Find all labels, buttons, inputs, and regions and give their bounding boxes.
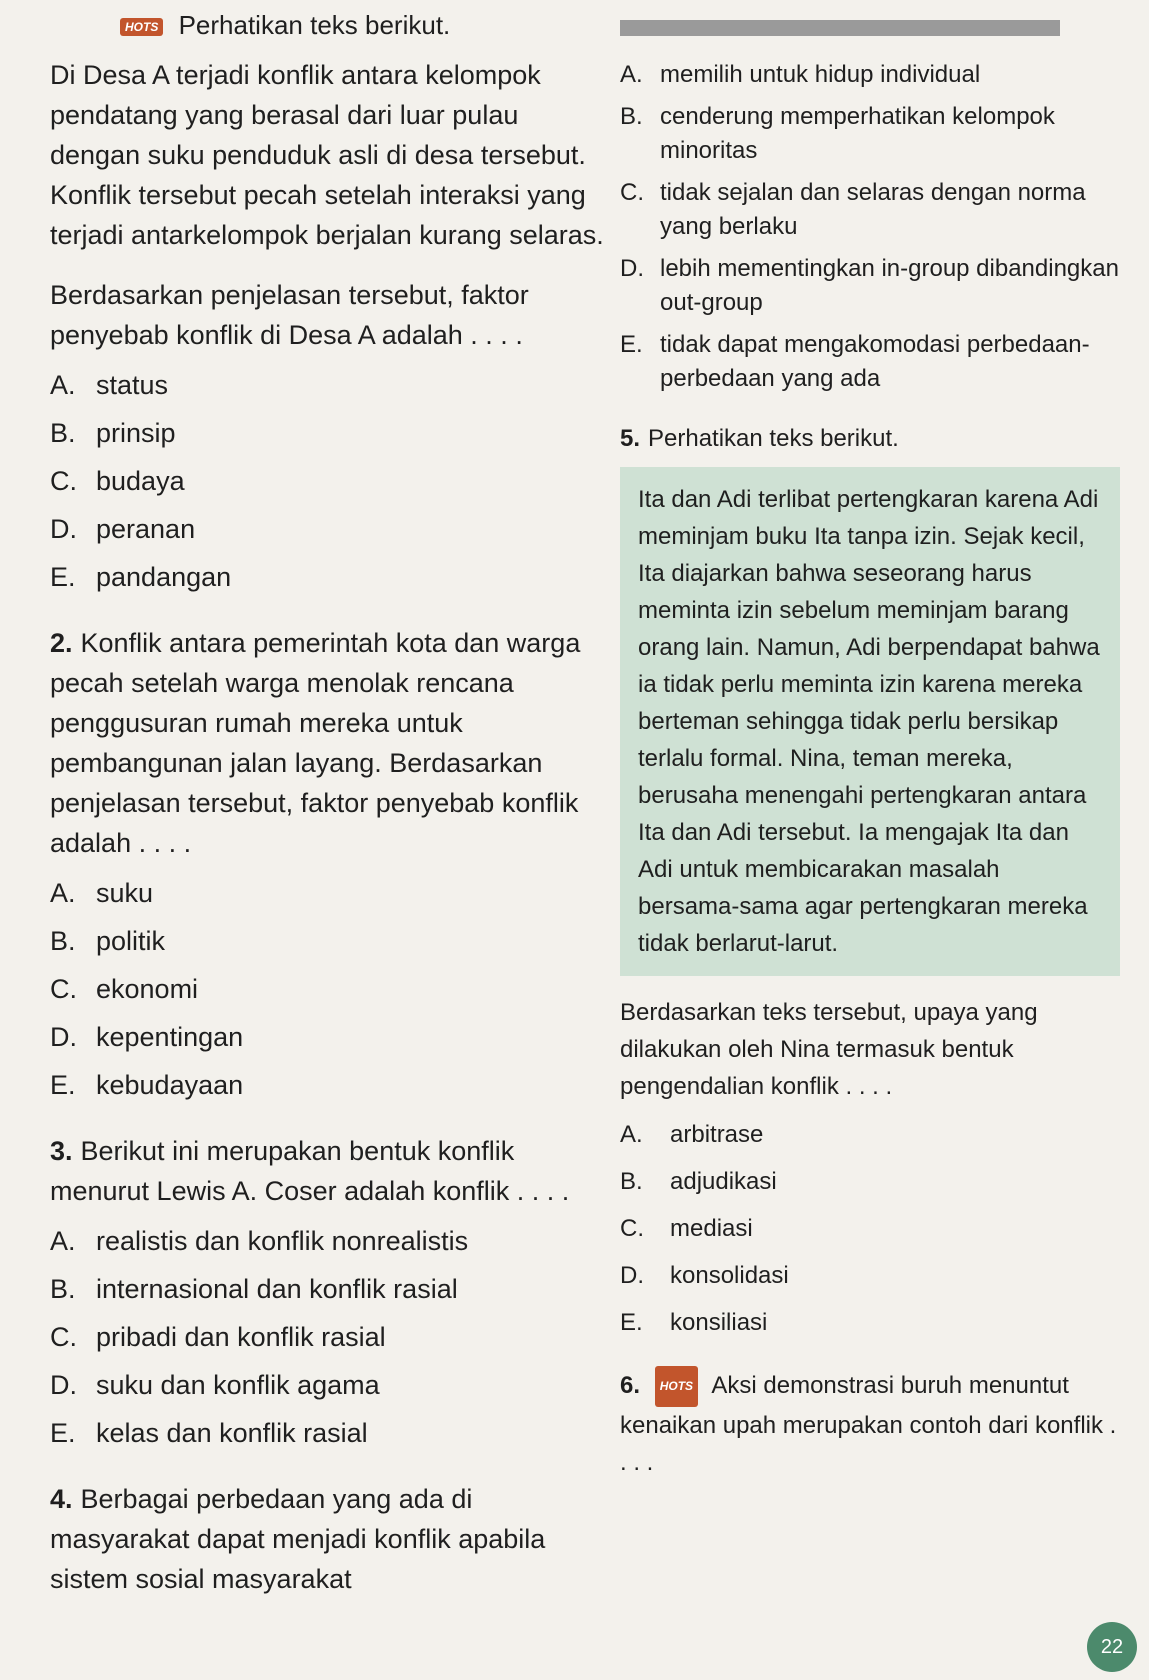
q5-question: Berdasarkan teks tersebut, upaya yang dilakukan oleh Nina termasuk bentuk pengendalian konflik . . . . — [620, 999, 1038, 1100]
q4-question: 4. Berbagai perbedaan yang ada di masyarakat dapat menjadi konflik apabila sistem sosial masyarakat — [50, 1484, 546, 1594]
header-title: Perhatikan teks berikut. — [178, 10, 451, 40]
q3-option-c[interactable]: C. pribadi dan konflik rasial — [50, 1322, 386, 1352]
q5-option-e[interactable]: E. konsiliasi — [620, 1309, 768, 1336]
q2-question: 2. Konflik antara pemerintah kota dan warga pecah setelah warga menolak rencana penggusuran rumah mereka untuk pembangunan jalan layang. Berdasarkan penjelasan tersebut, faktor penyebab konflik adalah . . . . — [50, 628, 581, 858]
q5-option-c[interactable]: C. mediasi — [620, 1215, 753, 1242]
q1-options — [50, 361, 610, 601]
q5-passage-box — [620, 467, 1120, 976]
q3-option-b[interactable]: B. internasional dan konflik rasial — [50, 1274, 458, 1304]
q2-options — [50, 869, 610, 1109]
q5-option-b[interactable]: B. adjudikasi — [620, 1168, 777, 1195]
hots-badge: HOTS — [120, 18, 163, 36]
q5-passage: Ita dan Adi terlibat pertengkaran karena Adi meminjam buku Ita tanpa izin. Sejak kecil, Ita diajarkan bahwa seseorang harus meminta izin sebelum meminjam barang orang lain. Namun, Adi berpendapat bahwa ia tidak perlu meminta izin karena mereka berteman sehingga tidak perlu bersikap terlalu formal. Nina, teman mereka, berusaha menengahi pertengkaran antara Ita dan Adi tersebut. Ia mengajak Ita dan Adi untuk membicarakan masalah bersama-sama agar pertengkaran mereka tidak berlarut-larut. — [638, 486, 1100, 957]
q5-intro: 5. Perhatikan teks berikut. — [620, 425, 899, 452]
left-column — [50, 10, 610, 1605]
q3-option-e[interactable]: E. kelas dan konflik rasial — [50, 1418, 368, 1448]
q4-options — [620, 58, 1120, 396]
q1-question: Berdasarkan penjelasan tersebut, faktor penyebab konflik di Desa A adalah . . . . — [50, 280, 529, 350]
q4-option-a[interactable]: A. memilih untuk hidup individual — [620, 61, 981, 88]
q2-option-b[interactable]: B. politik — [50, 926, 166, 956]
q4-option-b[interactable]: B. cenderung memperhatikan kelompok minoritas — [620, 103, 1055, 164]
q6-question: 6. HOTS Aksi demonstrasi buruh menuntut kenaikan upah merupakan contoh dari konflik . . . . — [620, 1366, 1120, 1481]
q2-option-d[interactable]: D. kepentingan — [50, 1022, 244, 1052]
q3-question: 3. Berikut ini merupakan bentuk konflik menurut Lewis A. Coser adalah konflik . . . . — [50, 1136, 570, 1206]
q1-option-d[interactable]: D. peranan — [50, 514, 196, 544]
q1-option-e[interactable]: E. pandangan — [50, 562, 232, 592]
q4-option-d[interactable]: D. lebih mementingkan in-group dibandingkan out-group — [620, 255, 1119, 316]
q4-option-c[interactable]: C. tidak sejalan dan selaras dengan norma yang berlaku — [620, 179, 1086, 240]
top-shaded-bar — [620, 20, 1060, 36]
q5-options — [620, 1111, 1120, 1346]
q3-option-d[interactable]: D. suku dan konflik agama — [50, 1370, 380, 1400]
page-number: 22 — [1087, 1622, 1137, 1672]
q5-option-a[interactable]: A. arbitrase — [620, 1121, 764, 1148]
q1-passage: Di Desa A terjadi konflik antara kelompok pendatang yang berasal dari luar pulau dengan suku penduduk asli di desa tersebut. Konflik tersebut pecah setelah interaksi yang terjadi antarkelompok berjalan kurang selaras. — [50, 60, 604, 250]
q5-option-d[interactable]: D. konsolidasi — [620, 1262, 789, 1289]
q4-option-e[interactable]: E. tidak dapat mengakomodasi perbedaan-perbedaan yang ada — [620, 331, 1090, 392]
q6-hots-badge: HOTS — [655, 1366, 698, 1407]
q1-option-c[interactable]: C. budaya — [50, 466, 185, 496]
q2-option-a[interactable]: A. suku — [50, 878, 154, 908]
right-column — [620, 10, 1120, 1487]
q1-option-a[interactable]: A. status — [50, 370, 169, 400]
q3-option-a[interactable]: A. realistis dan konflik nonrealistis — [50, 1226, 469, 1256]
q3-options — [50, 1217, 610, 1457]
section-header — [120, 10, 610, 41]
q2-option-c[interactable]: C. ekonomi — [50, 974, 199, 1004]
q1-option-b[interactable]: B. prinsip — [50, 418, 176, 448]
q2-option-e[interactable]: E. kebudayaan — [50, 1070, 244, 1100]
